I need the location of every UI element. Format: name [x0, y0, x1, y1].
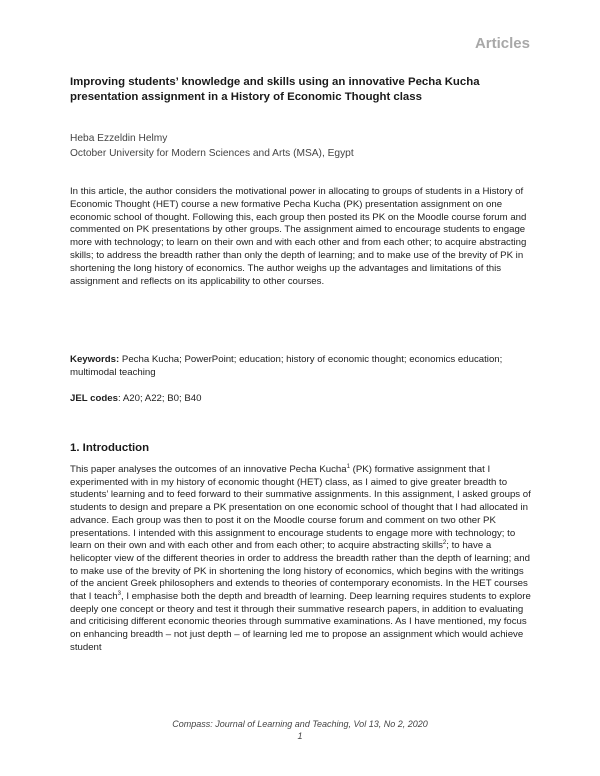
- footnote-ref-3[interactable]: 3: [117, 590, 121, 597]
- footnote-ref-2[interactable]: 2: [442, 540, 447, 546]
- jel-label: JEL codes: [70, 393, 118, 404]
- section-heading-introduction: 1. Introduction: [70, 442, 150, 454]
- page-number: 1: [297, 731, 303, 741]
- page-footer: [0, 718, 600, 742]
- intro-text-part-1: This paper analyses the outcomes of an innovative Pecha Kucha: [70, 464, 347, 475]
- author-block: [70, 131, 530, 161]
- abstract: In this article, the author considers the motivational power in allocating to groups of students in a History of Economic Thought (HET) course a new formative Pecha Kucha (PK) presentation assignment on one economic school of thought. Following this, each group then posted its PK on the Moodle course forum and commented on PK presentations by other groups. The assignment aimed to encourage students to engage more with technology; to learn on their own and with each other and from each other; to acquire abstracting skills; to address the breadth rather than only the depth of learning; and to make use of the brevity of PK in shortening the long history of economics. The author weighs up the advantages and limitations of this assignment and reflects on its applicability to other courses.: [70, 186, 527, 287]
- intro-text-part-2: (PK) formative assignment that I experimented with in my history of economic thought (HET) class, as I aimed to give greater breadth to students’ learning and to feed forward to their summative assignments. In this assignment, I asked groups of students to design and prepare a PK presentation on one economic school of thought that I had allocated in advance. Each group was then to post it on the Moodle course forum and comment on two other PK presentations. I intended with this assignment to encourage students to engage more with technology; to learn on their own and with each other and from each other; to acquire abstracting skills: [70, 464, 531, 552]
- jel-codes: [70, 393, 532, 406]
- journal-citation: Compass: Journal of Learning and Teaching, Vol 13, No 2, 2020: [172, 719, 428, 729]
- keywords-label: Keywords:: [70, 354, 120, 365]
- jel-separator: :: [117, 393, 121, 404]
- author-affiliation: October University for Modern Sciences and Arts (MSA), Egypt: [70, 148, 354, 159]
- footnote-ref-1[interactable]: 1: [346, 463, 350, 470]
- introduction-paragraph: [70, 464, 534, 655]
- section-label: Articles: [474, 35, 530, 52]
- intro-text-part-3: ; to have a helicopter view of the different theories in order to address the breadth rather than the depth of learning; and to make use of the brevity of PK in shortening the long history of economics, which begins with the writings of the ancient Greek philosophers and extends to theories of contemporary economists. In the HET courses that I teach: [70, 540, 530, 603]
- intro-text-part-4: , I emphasise both the depth and breadth of learning. Deep learning requires students to explore deeply one concept or theory and test it through their summative research papers, in addition to evaluating and criticising different economic theories through summative examinations. As I have mentioned, my focus on enhancing breadth – not just depth – of learning led me to propose an assignment which would achieve student: [70, 591, 531, 653]
- jel-text: A20; A22; B0; B40: [122, 393, 202, 404]
- keywords-text: Pecha Kucha; PowerPoint; education; history of economic thought; economics education; multimodal teaching: [70, 354, 503, 378]
- keywords: [70, 354, 532, 380]
- article-title: Improving students’ knowledge and skills using an innovative Pecha Kucha presentation assignment in a History of Economic Thought class: [70, 76, 480, 104]
- author-name: Heba Ezzeldin Helmy: [70, 133, 168, 144]
